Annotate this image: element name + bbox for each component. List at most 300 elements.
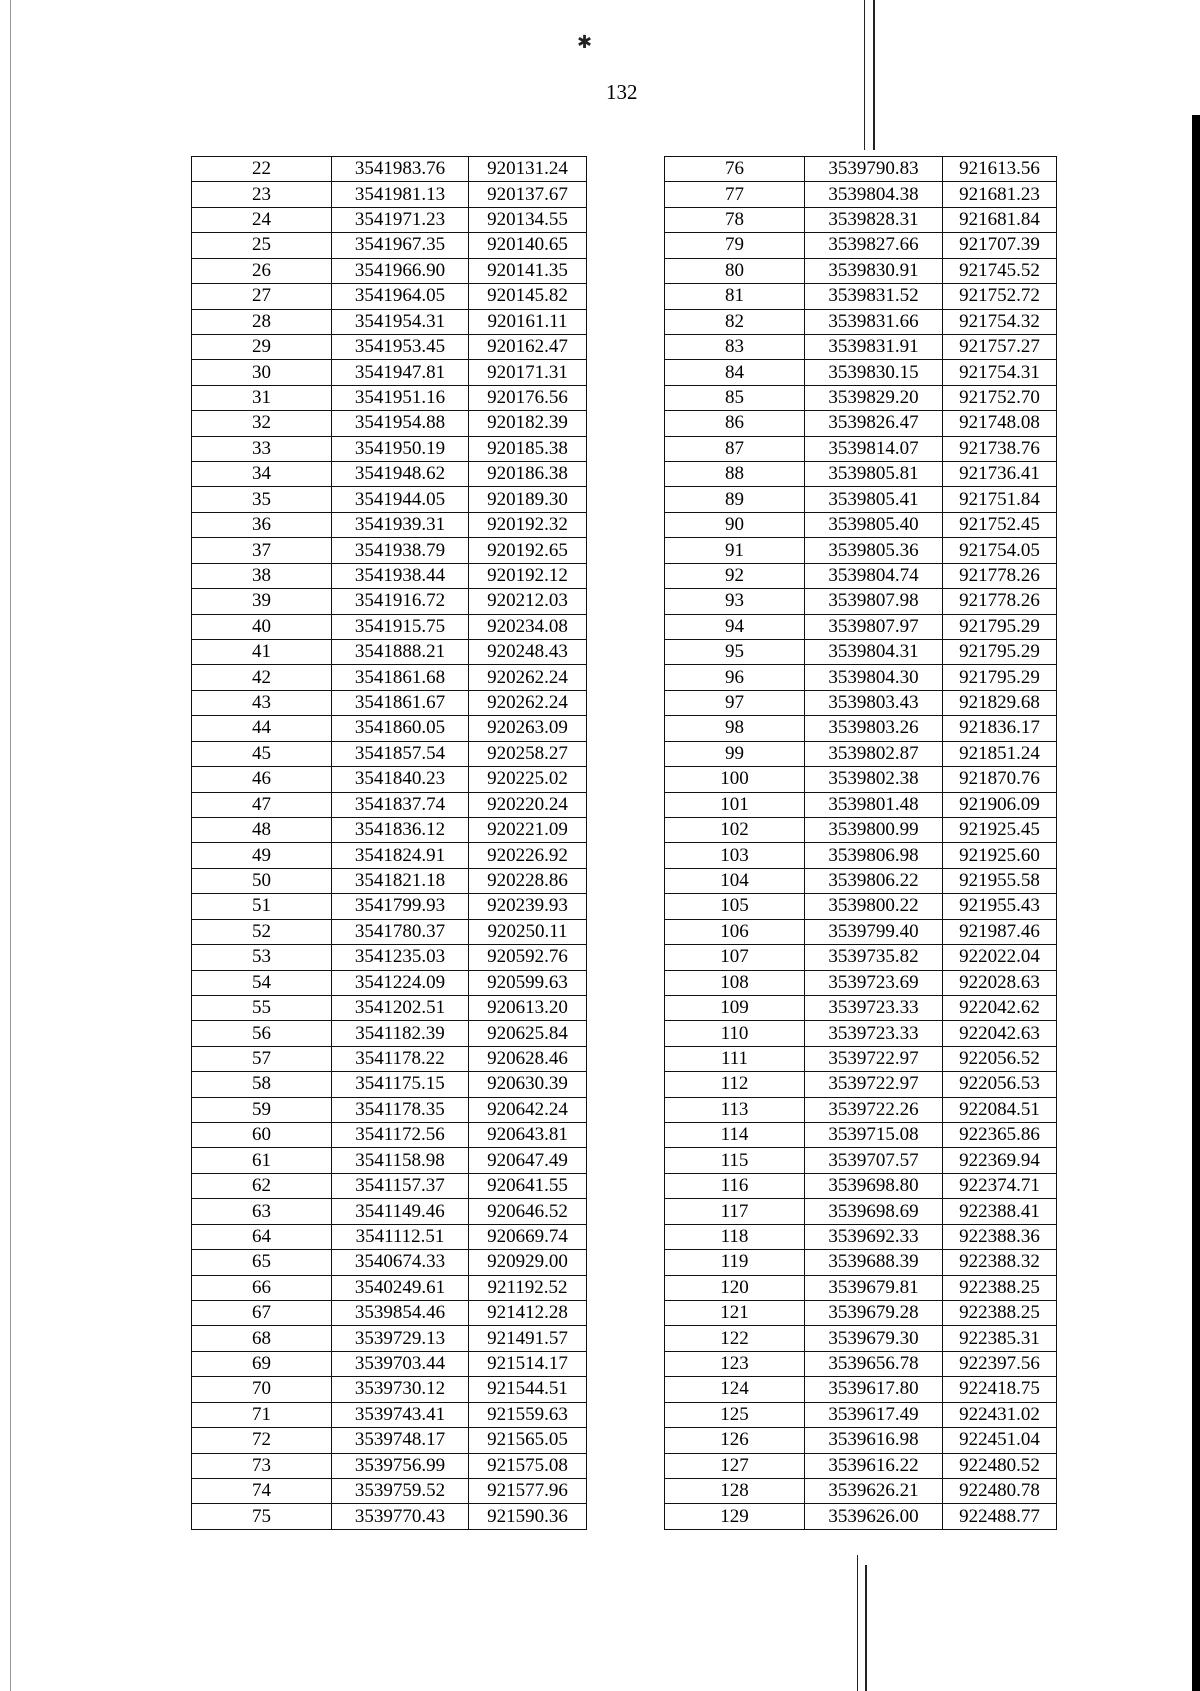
point-number-cell: 122 <box>665 1326 805 1351</box>
x-coordinate-cell: 3539806.98 <box>805 843 943 868</box>
y-coordinate-cell: 920234.08 <box>469 614 587 639</box>
table-row <box>665 411 1057 436</box>
x-coordinate-cell: 3541836.12 <box>332 817 469 842</box>
point-number-cell: 25 <box>192 233 332 258</box>
y-coordinate-cell: 920131.24 <box>469 157 587 182</box>
table-row <box>192 1021 587 1046</box>
coordinates-table-right <box>664 156 1057 1530</box>
point-number-cell: 127 <box>665 1453 805 1478</box>
x-coordinate-cell: 3539616.22 <box>805 1453 943 1478</box>
table-row <box>192 1224 587 1249</box>
point-number-cell: 48 <box>192 817 332 842</box>
table-row <box>192 157 587 182</box>
y-coordinate-cell: 922369.94 <box>943 1148 1057 1173</box>
y-coordinate-cell: 922056.52 <box>943 1046 1057 1071</box>
x-coordinate-cell: 3539722.26 <box>805 1097 943 1122</box>
y-coordinate-cell: 920248.43 <box>469 640 587 665</box>
table-row <box>665 1504 1057 1529</box>
point-number-cell: 105 <box>665 894 805 919</box>
x-coordinate-cell: 3541178.35 <box>332 1097 469 1122</box>
y-coordinate-cell: 921192.52 <box>469 1275 587 1300</box>
point-number-cell: 87 <box>665 436 805 461</box>
point-number-cell: 51 <box>192 894 332 919</box>
x-coordinate-cell: 3539828.31 <box>805 207 943 232</box>
page-number: 132 <box>606 80 638 104</box>
x-coordinate-cell: 3539831.91 <box>805 334 943 359</box>
y-coordinate-cell: 922028.63 <box>943 970 1057 995</box>
table-row <box>192 843 587 868</box>
x-coordinate-cell: 3541981.13 <box>332 182 469 207</box>
table-row <box>192 1402 587 1427</box>
x-coordinate-cell: 3539803.26 <box>805 716 943 741</box>
point-number-cell: 37 <box>192 538 332 563</box>
table-row <box>665 1453 1057 1478</box>
scan-edge-line-left <box>10 0 11 1691</box>
point-number-cell: 75 <box>192 1504 332 1529</box>
y-coordinate-cell: 920192.32 <box>469 512 587 537</box>
table-row <box>192 258 587 283</box>
table-row <box>192 411 587 436</box>
table-row <box>665 1224 1057 1249</box>
x-coordinate-cell: 3541971.23 <box>332 207 469 232</box>
x-coordinate-cell: 3539802.38 <box>805 767 943 792</box>
x-coordinate-cell: 3541951.16 <box>332 385 469 410</box>
x-coordinate-cell: 3539804.38 <box>805 182 943 207</box>
y-coordinate-cell: 920929.00 <box>469 1250 587 1275</box>
x-coordinate-cell: 3539804.74 <box>805 563 943 588</box>
point-number-cell: 64 <box>192 1224 332 1249</box>
point-number-cell: 128 <box>665 1478 805 1503</box>
x-coordinate-cell: 3541860.05 <box>332 716 469 741</box>
y-coordinate-cell: 920646.52 <box>469 1199 587 1224</box>
y-coordinate-cell: 921544.51 <box>469 1377 587 1402</box>
x-coordinate-cell: 3540249.61 <box>332 1275 469 1300</box>
x-coordinate-cell: 3539679.28 <box>805 1300 943 1325</box>
x-coordinate-cell: 3541916.72 <box>332 589 469 614</box>
table-row <box>665 385 1057 410</box>
y-coordinate-cell: 922385.31 <box>943 1326 1057 1351</box>
point-number-cell: 68 <box>192 1326 332 1351</box>
table-row <box>192 1072 587 1097</box>
point-number-cell: 74 <box>192 1478 332 1503</box>
x-coordinate-cell: 3541224.09 <box>332 970 469 995</box>
y-coordinate-cell: 921754.05 <box>943 538 1057 563</box>
point-number-cell: 129 <box>665 1504 805 1529</box>
x-coordinate-cell: 3539790.83 <box>805 157 943 182</box>
table-row <box>192 1046 587 1071</box>
x-coordinate-cell: 3539617.80 <box>805 1377 943 1402</box>
x-coordinate-cell: 3539743.41 <box>332 1402 469 1427</box>
x-coordinate-cell: 3541149.46 <box>332 1199 469 1224</box>
x-coordinate-cell: 3539829.20 <box>805 385 943 410</box>
table-row <box>192 894 587 919</box>
point-number-cell: 80 <box>665 258 805 283</box>
point-number-cell: 22 <box>192 157 332 182</box>
x-coordinate-cell: 3539826.47 <box>805 411 943 436</box>
y-coordinate-cell: 922042.62 <box>943 995 1057 1020</box>
point-number-cell: 32 <box>192 411 332 436</box>
y-coordinate-cell: 920625.84 <box>469 1021 587 1046</box>
point-number-cell: 60 <box>192 1123 332 1148</box>
table-row <box>192 1326 587 1351</box>
table-row <box>192 767 587 792</box>
table-row <box>192 182 587 207</box>
y-coordinate-cell: 921955.58 <box>943 868 1057 893</box>
y-coordinate-cell: 920192.12 <box>469 563 587 588</box>
y-coordinate-cell: 921851.24 <box>943 741 1057 766</box>
table-row <box>665 817 1057 842</box>
x-coordinate-cell: 3541178.22 <box>332 1046 469 1071</box>
table-row <box>192 817 587 842</box>
point-number-cell: 96 <box>665 665 805 690</box>
table-row <box>192 1250 587 1275</box>
point-number-cell: 98 <box>665 716 805 741</box>
x-coordinate-cell: 3541954.88 <box>332 411 469 436</box>
point-number-cell: 91 <box>665 538 805 563</box>
y-coordinate-cell: 920192.65 <box>469 538 587 563</box>
x-coordinate-cell: 3539827.66 <box>805 233 943 258</box>
y-coordinate-cell: 920226.92 <box>469 843 587 868</box>
x-coordinate-cell: 3541157.37 <box>332 1173 469 1198</box>
y-coordinate-cell: 920161.11 <box>469 309 587 334</box>
point-number-cell: 39 <box>192 589 332 614</box>
scan-binding-line-top-1 <box>864 0 865 150</box>
point-number-cell: 45 <box>192 741 332 766</box>
table-row <box>665 1199 1057 1224</box>
table-row <box>665 614 1057 639</box>
x-coordinate-cell: 3539756.99 <box>332 1453 469 1478</box>
point-number-cell: 101 <box>665 792 805 817</box>
point-number-cell: 94 <box>665 614 805 639</box>
x-coordinate-cell: 3539854.46 <box>332 1300 469 1325</box>
x-coordinate-cell: 3539805.40 <box>805 512 943 537</box>
table-row <box>665 1046 1057 1071</box>
point-number-cell: 61 <box>192 1148 332 1173</box>
x-coordinate-cell: 3539759.52 <box>332 1478 469 1503</box>
x-coordinate-cell: 3539800.99 <box>805 817 943 842</box>
y-coordinate-cell: 922374.71 <box>943 1173 1057 1198</box>
x-coordinate-cell: 3541950.19 <box>332 436 469 461</box>
x-coordinate-cell: 3539814.07 <box>805 436 943 461</box>
y-coordinate-cell: 920185.38 <box>469 436 587 461</box>
table-row <box>665 436 1057 461</box>
table-row <box>665 640 1057 665</box>
y-coordinate-cell: 920628.46 <box>469 1046 587 1071</box>
point-number-cell: 36 <box>192 512 332 537</box>
y-coordinate-cell: 920263.09 <box>469 716 587 741</box>
point-number-cell: 83 <box>665 334 805 359</box>
table-row <box>192 1275 587 1300</box>
scan-binding-line-bottom-1 <box>857 1555 858 1691</box>
x-coordinate-cell: 3541948.62 <box>332 462 469 487</box>
y-coordinate-cell: 921754.31 <box>943 360 1057 385</box>
point-number-cell: 82 <box>665 309 805 334</box>
point-number-cell: 30 <box>192 360 332 385</box>
x-coordinate-cell: 3541861.67 <box>332 690 469 715</box>
y-coordinate-cell: 920221.09 <box>469 817 587 842</box>
table-row <box>665 767 1057 792</box>
x-coordinate-cell: 3539730.12 <box>332 1377 469 1402</box>
y-coordinate-cell: 921559.63 <box>469 1402 587 1427</box>
y-coordinate-cell: 921836.17 <box>943 716 1057 741</box>
point-number-cell: 106 <box>665 919 805 944</box>
point-number-cell: 33 <box>192 436 332 461</box>
x-coordinate-cell: 3539800.22 <box>805 894 943 919</box>
point-number-cell: 54 <box>192 970 332 995</box>
x-coordinate-cell: 3539830.91 <box>805 258 943 283</box>
table-row <box>192 1351 587 1376</box>
y-coordinate-cell: 922365.86 <box>943 1123 1057 1148</box>
point-number-cell: 73 <box>192 1453 332 1478</box>
table-row <box>665 309 1057 334</box>
x-coordinate-cell: 3541966.90 <box>332 258 469 283</box>
y-coordinate-cell: 921795.29 <box>943 614 1057 639</box>
x-coordinate-cell: 3539679.30 <box>805 1326 943 1351</box>
point-number-cell: 26 <box>192 258 332 283</box>
y-coordinate-cell: 921681.23 <box>943 182 1057 207</box>
x-coordinate-cell: 3539707.57 <box>805 1148 943 1173</box>
x-coordinate-cell: 3541172.56 <box>332 1123 469 1148</box>
point-number-cell: 115 <box>665 1148 805 1173</box>
x-coordinate-cell: 3539723.33 <box>805 1021 943 1046</box>
y-coordinate-cell: 922084.51 <box>943 1097 1057 1122</box>
table-row <box>665 868 1057 893</box>
point-number-cell: 123 <box>665 1351 805 1376</box>
table-row <box>192 868 587 893</box>
table-row <box>192 1148 587 1173</box>
point-number-cell: 112 <box>665 1072 805 1097</box>
table-row <box>665 1402 1057 1427</box>
y-coordinate-cell: 921955.43 <box>943 894 1057 919</box>
x-coordinate-cell: 3541175.15 <box>332 1072 469 1097</box>
y-coordinate-cell: 920141.35 <box>469 258 587 283</box>
table-row <box>665 970 1057 995</box>
point-number-cell: 97 <box>665 690 805 715</box>
table-row <box>192 385 587 410</box>
x-coordinate-cell: 3541954.31 <box>332 309 469 334</box>
point-number-cell: 72 <box>192 1428 332 1453</box>
y-coordinate-cell: 922056.53 <box>943 1072 1057 1097</box>
scan-edge-bar-right <box>1192 115 1200 1691</box>
table-row <box>192 640 587 665</box>
table-row <box>192 1504 587 1529</box>
x-coordinate-cell: 3539804.31 <box>805 640 943 665</box>
y-coordinate-cell: 921577.96 <box>469 1478 587 1503</box>
y-coordinate-cell: 921795.29 <box>943 665 1057 690</box>
point-number-cell: 85 <box>665 385 805 410</box>
point-number-cell: 52 <box>192 919 332 944</box>
table-row <box>192 665 587 690</box>
point-number-cell: 67 <box>192 1300 332 1325</box>
point-number-cell: 58 <box>192 1072 332 1097</box>
point-number-cell: 108 <box>665 970 805 995</box>
y-coordinate-cell: 922418.75 <box>943 1377 1057 1402</box>
x-coordinate-cell: 3541967.35 <box>332 233 469 258</box>
table-row <box>665 1478 1057 1503</box>
x-coordinate-cell: 3539807.98 <box>805 589 943 614</box>
x-coordinate-cell: 3539626.21 <box>805 1478 943 1503</box>
y-coordinate-cell: 921748.08 <box>943 411 1057 436</box>
x-coordinate-cell: 3539831.66 <box>805 309 943 334</box>
point-number-cell: 113 <box>665 1097 805 1122</box>
point-number-cell: 56 <box>192 1021 332 1046</box>
table-row <box>192 716 587 741</box>
table-row <box>192 1123 587 1148</box>
point-number-cell: 104 <box>665 868 805 893</box>
y-coordinate-cell: 921870.76 <box>943 767 1057 792</box>
point-number-cell: 27 <box>192 284 332 309</box>
x-coordinate-cell: 3541938.79 <box>332 538 469 563</box>
y-coordinate-cell: 922480.78 <box>943 1478 1057 1503</box>
table-row <box>192 538 587 563</box>
x-coordinate-cell: 3539679.81 <box>805 1275 943 1300</box>
table-row <box>665 1351 1057 1376</box>
point-number-cell: 50 <box>192 868 332 893</box>
table-row <box>192 1097 587 1122</box>
y-coordinate-cell: 921565.05 <box>469 1428 587 1453</box>
table-row <box>665 157 1057 182</box>
point-number-cell: 28 <box>192 309 332 334</box>
table-row <box>665 512 1057 537</box>
x-coordinate-cell: 3539692.33 <box>805 1224 943 1249</box>
table-row <box>665 233 1057 258</box>
x-coordinate-cell: 3541824.91 <box>332 843 469 868</box>
x-coordinate-cell: 3539770.43 <box>332 1504 469 1529</box>
y-coordinate-cell: 920228.86 <box>469 868 587 893</box>
x-coordinate-cell: 3541837.74 <box>332 792 469 817</box>
table-row <box>192 589 587 614</box>
y-coordinate-cell: 920140.65 <box>469 233 587 258</box>
y-coordinate-cell: 920669.74 <box>469 1224 587 1249</box>
y-coordinate-cell: 921925.60 <box>943 843 1057 868</box>
point-number-cell: 125 <box>665 1402 805 1427</box>
x-coordinate-cell: 3539698.80 <box>805 1173 943 1198</box>
point-number-cell: 76 <box>665 157 805 182</box>
y-coordinate-cell: 921906.09 <box>943 792 1057 817</box>
y-coordinate-cell: 920641.55 <box>469 1173 587 1198</box>
table-row <box>665 1326 1057 1351</box>
x-coordinate-cell: 3541780.37 <box>332 919 469 944</box>
x-coordinate-cell: 3539805.81 <box>805 462 943 487</box>
point-number-cell: 114 <box>665 1123 805 1148</box>
x-coordinate-cell: 3539804.30 <box>805 665 943 690</box>
y-coordinate-cell: 922042.63 <box>943 1021 1057 1046</box>
point-number-cell: 92 <box>665 563 805 588</box>
point-number-cell: 81 <box>665 284 805 309</box>
x-coordinate-cell: 3539803.43 <box>805 690 943 715</box>
scan-smudge-top: ✱ <box>577 32 593 52</box>
x-coordinate-cell: 3540674.33 <box>332 1250 469 1275</box>
point-number-cell: 71 <box>192 1402 332 1427</box>
x-coordinate-cell: 3539806.22 <box>805 868 943 893</box>
x-coordinate-cell: 3539802.87 <box>805 741 943 766</box>
x-coordinate-cell: 3539616.98 <box>805 1428 943 1453</box>
table-row <box>192 512 587 537</box>
y-coordinate-cell: 920171.31 <box>469 360 587 385</box>
y-coordinate-cell: 921829.68 <box>943 690 1057 715</box>
table-row <box>665 1377 1057 1402</box>
table-row <box>665 1275 1057 1300</box>
x-coordinate-cell: 3541202.51 <box>332 995 469 1020</box>
point-number-cell: 99 <box>665 741 805 766</box>
y-coordinate-cell: 920189.30 <box>469 487 587 512</box>
table-row <box>192 1428 587 1453</box>
point-number-cell: 78 <box>665 207 805 232</box>
x-coordinate-cell: 3539703.44 <box>332 1351 469 1376</box>
x-coordinate-cell: 3541112.51 <box>332 1224 469 1249</box>
table-row <box>665 1123 1057 1148</box>
table-row <box>192 284 587 309</box>
y-coordinate-cell: 921925.45 <box>943 817 1057 842</box>
y-coordinate-cell: 922480.52 <box>943 1453 1057 1478</box>
y-coordinate-cell: 921613.56 <box>943 157 1057 182</box>
y-coordinate-cell: 920643.81 <box>469 1123 587 1148</box>
x-coordinate-cell: 3539626.00 <box>805 1504 943 1529</box>
x-coordinate-cell: 3541861.68 <box>332 665 469 690</box>
x-coordinate-cell: 3539722.97 <box>805 1046 943 1071</box>
x-coordinate-cell: 3539735.82 <box>805 945 943 970</box>
y-coordinate-cell: 920258.27 <box>469 741 587 766</box>
x-coordinate-cell: 3541915.75 <box>332 614 469 639</box>
table-row <box>665 1021 1057 1046</box>
x-coordinate-cell: 3539799.40 <box>805 919 943 944</box>
table-row <box>665 843 1057 868</box>
point-number-cell: 31 <box>192 385 332 410</box>
point-number-cell: 42 <box>192 665 332 690</box>
point-number-cell: 95 <box>665 640 805 665</box>
point-number-cell: 110 <box>665 1021 805 1046</box>
point-number-cell: 120 <box>665 1275 805 1300</box>
point-number-cell: 34 <box>192 462 332 487</box>
x-coordinate-cell: 3539801.48 <box>805 792 943 817</box>
x-coordinate-cell: 3541857.54 <box>332 741 469 766</box>
point-number-cell: 49 <box>192 843 332 868</box>
point-number-cell: 107 <box>665 945 805 970</box>
y-coordinate-cell: 921752.70 <box>943 385 1057 410</box>
table-row <box>192 563 587 588</box>
scan-binding-line-top-2 <box>873 0 875 150</box>
point-number-cell: 59 <box>192 1097 332 1122</box>
point-number-cell: 35 <box>192 487 332 512</box>
point-number-cell: 57 <box>192 1046 332 1071</box>
table-row <box>665 919 1057 944</box>
point-number-cell: 62 <box>192 1173 332 1198</box>
y-coordinate-cell: 922388.25 <box>943 1300 1057 1325</box>
x-coordinate-cell: 3541964.05 <box>332 284 469 309</box>
x-coordinate-cell: 3539805.41 <box>805 487 943 512</box>
y-coordinate-cell: 922388.41 <box>943 1199 1057 1224</box>
y-coordinate-cell: 920145.82 <box>469 284 587 309</box>
point-number-cell: 111 <box>665 1046 805 1071</box>
x-coordinate-cell: 3541953.45 <box>332 334 469 359</box>
point-number-cell: 90 <box>665 512 805 537</box>
table-row <box>665 995 1057 1020</box>
y-coordinate-cell: 921987.46 <box>943 919 1057 944</box>
point-number-cell: 63 <box>192 1199 332 1224</box>
x-coordinate-cell: 3539831.52 <box>805 284 943 309</box>
point-number-cell: 66 <box>192 1275 332 1300</box>
table-row <box>665 1300 1057 1325</box>
point-number-cell: 119 <box>665 1250 805 1275</box>
table-row <box>192 1377 587 1402</box>
y-coordinate-cell: 920134.55 <box>469 207 587 232</box>
point-number-cell: 23 <box>192 182 332 207</box>
table-row <box>192 614 587 639</box>
scan-binding-line-bottom-2 <box>865 1565 867 1691</box>
x-coordinate-cell: 3539656.78 <box>805 1351 943 1376</box>
table-row <box>192 995 587 1020</box>
x-coordinate-cell: 3541799.93 <box>332 894 469 919</box>
